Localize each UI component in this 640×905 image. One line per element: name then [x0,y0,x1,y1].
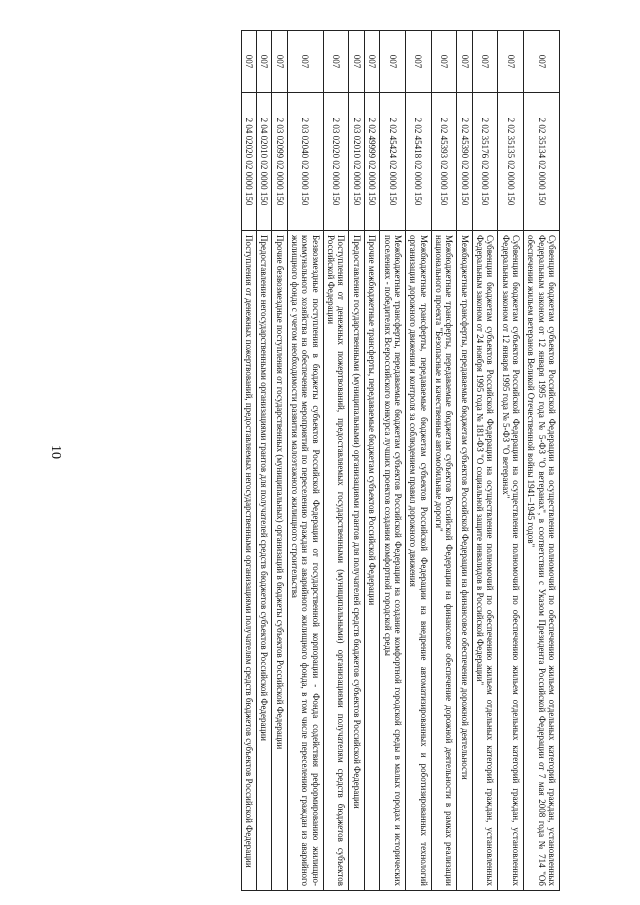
kbk-cell: 2 03 02040 02 0000 150 [287,93,323,231]
admin-code-cell: 007 [272,31,287,93]
admin-code-cell: 007 [257,31,272,93]
table-row [498,31,524,891]
admin-code-cell: 007 [523,31,559,93]
kbk-cell: 2 04 02020 02 0000 150 [241,93,256,231]
admin-code-cell: 007 [241,31,256,93]
kbk-cell: 2 02 49999 02 0000 150 [364,93,379,231]
kbk-cell: 2 02 35176 02 0000 150 [472,93,498,231]
admin-code-cell: 007 [405,31,431,93]
description-cell: Межбюджетные трансферты, передаваемые бюджетам субъектов Российской Федерации на финансовое обеспечение дорожной деятельности [457,231,472,891]
description-cell: Субвенции бюджетам субъектов Российской Федерации на осуществление полномочий по обеспечению жильем отдельных категорий граждан, установленных Федеральным законом от 12 января 1995 года № 5-ФЗ "О ветеранах" [498,231,524,891]
kbk-cell: 2 03 02099 02 0000 150 [272,93,287,231]
table-row [349,31,364,891]
description-cell: Межбюджетные трансферты, передаваемые бюджетам субъектов Российской Федерации на внедрение автоматизированных и роботизированных технологий организации дорожного движения и контроля за соблюдением правил дорожного движения [405,231,431,891]
table-row [257,31,272,891]
table-row [457,31,472,891]
admin-code-cell: 007 [287,31,323,93]
table-row [523,31,559,891]
kbk-cell: 2 02 35135 02 0000 150 [498,93,524,231]
table-row [380,31,406,891]
table-row [241,31,256,891]
table-row [323,31,349,891]
admin-code-cell: 007 [472,31,498,93]
kbk-cell: 2 02 35134 02 0000 150 [523,93,559,231]
table-row [287,31,323,891]
description-cell: Прочие безвозмездные поступления от государственных (муниципальных) организаций в бюджеты субъектов Российской Федерации [272,231,287,891]
kbk-cell: 2 02 45424 02 0000 150 [380,93,406,231]
description-cell: Поступления от денежных пожертвований, предоставляемых негосударственными организациями получателям средств бюджетов субъектов Российской Федерации [241,231,256,891]
admin-code-cell: 007 [364,31,379,93]
description-cell: Прочие межбюджетные трансферты, передаваемые бюджетам субъектов Российской Федерации [364,231,379,891]
description-cell: Предоставление государственными (муниципальными) организациями грантов для получателей средств бюджетов субъектов Российской Федерации [349,231,364,891]
description-cell: Предоставление негосударственными организациями грантов для получателей средств бюджетов субъектов Российской Федерации [257,231,272,891]
kbk-cell: 2 04 02010 02 0000 150 [257,93,272,231]
kbk-cell: 2 02 45418 02 0000 150 [405,93,431,231]
description-cell: Межбюджетные трансферты, передаваемые бюджетам субъектов Российской Федерации на создание комфортной городской среды в малых городах и исторических поселениях - победителях Всероссийского конкурса лучших проектов создания комфортной городской среды [380,231,406,891]
budget-codes-table [241,30,560,891]
admin-code-cell: 007 [323,31,349,93]
table-body [241,31,559,891]
table-row [272,31,287,891]
kbk-cell: 2 03 02020 02 0000 150 [323,93,349,231]
admin-code-cell: 007 [349,31,364,93]
description-cell: Субвенции бюджетам субъектов Российской Федерации на осуществление полномочий по обеспечению жильем отдельных категорий граждан, установленных Федеральным законом от 24 ноября 1995 года № 181-ФЗ "О социальной защите инвалидов в Российской Федерации" [472,231,498,891]
rotated-table-wrapper [80,30,560,890]
description-cell: Безвозмездные поступления в бюджеты субъектов Российской Федерации от государственной корпорации - Фонда содействия реформированию жилищно-коммунального хозяйства на обеспечение мероприятий по переселению граждан из аварийного жилищного фонда, в том числе переселению граждан из аварийного жилищного фонда с учетом необходимости развития малоэтажного жилищного строительства [287,231,323,891]
table-row [364,31,379,891]
table-row [431,31,457,891]
admin-code-cell: 007 [457,31,472,93]
description-cell: Межбюджетные трансферты, передаваемые бюджетам субъектов Российской Федерации на финансовое обеспечение дорожной деятельности в рамках реализации национального проекта "Безопасные и качественные автомобильные дороги" [431,231,457,891]
page-number: 10 [48,445,63,459]
admin-code-cell: 007 [498,31,524,93]
table-row [405,31,431,891]
description-cell: Субвенции бюджетам субъектов Российской Федерации на осуществление полномочий по обеспечению жильем отдельных категорий граждан, установленных Федеральным законом от 12 января 1995 года № 5-ФЗ "О ветеранах", в соответствии с Указом Президента Российской Федерации от 7 мая 2008 года № 714 "Об обеспечении жильем ветеранов Великой Отечественной войны 1941–1945 годов" [523,231,559,891]
kbk-cell: 2 02 45393 02 0000 150 [431,93,457,231]
table-row [472,31,498,891]
kbk-cell: 2 02 45390 02 0000 150 [457,93,472,231]
admin-code-cell: 007 [380,31,406,93]
kbk-cell: 2 03 02010 02 0000 150 [349,93,364,231]
description-cell: Поступления от денежных пожертвований, предоставляемых государственными (муниципальными) организациями получателям средств бюджетов субъектов Российской Федерации [323,231,349,891]
admin-code-cell: 007 [431,31,457,93]
